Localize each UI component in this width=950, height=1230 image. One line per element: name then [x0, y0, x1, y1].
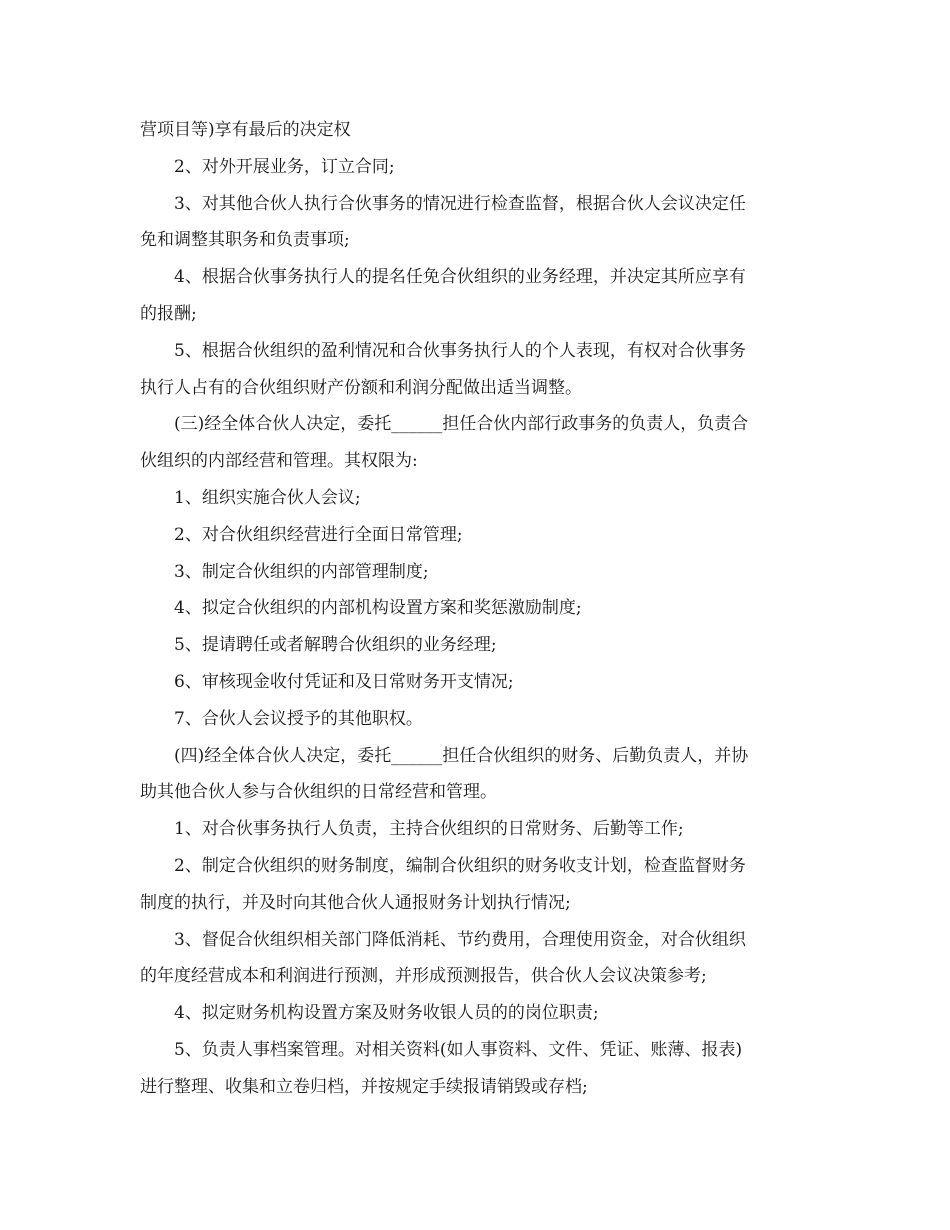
text-line: 制度的执行，并及时向其他合伙人通报财务计划执行情况; [140, 892, 571, 913]
text-line: 2、制定合伙组织的财务制度，编制合伙组织的财务收支计划，检查监督财务 [174, 855, 746, 876]
text-line: 4、拟定财务机构设置方案及财务收银人员的的岗位职责; [174, 1003, 599, 1024]
text-line: 3、对其他合伙人执行合伙事务的情况进行检查监督，根据合伙人会议决定任 [174, 193, 746, 214]
text-line: 5、负责人事档案管理。对相关资料(如人事资料、文件、凭证、账薄、报表) [174, 1039, 743, 1060]
text-line: 助其他合伙人参与合伙组织的日常经营和管理。 [140, 782, 497, 803]
text-line: 5、根据合伙组织的盈利情况和合伙事务执行人的个人表现，有权对合伙事务 [174, 340, 746, 361]
text-line: 1、组织实施合伙人会议; [174, 487, 361, 508]
text-line: 3、督促合伙组织相关部门降低消耗、节约费用，合理使用资金，对合伙组织 [174, 929, 746, 950]
text-line: 4、拟定合伙组织的内部机构设置方案和奖惩激励制度; [174, 598, 582, 619]
text-line: 1、对合伙事务执行人负责，主持合伙组织的日常财务、后勤等工作; [174, 819, 684, 840]
text-line: 2、对合伙组织经营进行全面日常管理; [174, 524, 463, 545]
section-heading-line: (三)经全体合伙人决定，委托______担任合伙内部行政事务的负责人，负责合 [174, 414, 749, 435]
text-line: 的年度经营成本和利润进行预测，并形成预测报告，供合伙人会议决策参考; [140, 966, 707, 987]
text-line: 免和调整其职务和负责事项; [140, 230, 350, 251]
text-line: 2、对外开展业务，订立合同; [174, 156, 395, 177]
text-line: 6、审核现金收付凭证和及日常财务开支情况; [174, 671, 514, 692]
text-line: 5、提请聘任或者解聘合伙组织的业务经理; [174, 635, 497, 656]
text-line: 的报酬; [140, 303, 197, 324]
section-heading-line: (四)经全体合伙人决定，委托______担任合伙组织的财务、后勤负责人，并协 [174, 745, 749, 766]
text-line: 7、合伙人会议授予的其他职权。 [174, 708, 423, 729]
document-body [140, 112, 812, 1106]
text-line: 执行人占有的合伙组织财产份额和利润分配做出适当调整。 [140, 377, 582, 398]
text-line: 伙组织的内部经营和管理。其权限为: [140, 451, 418, 472]
text-line: 营项目等)享有最后的决定权 [140, 120, 351, 140]
text-line: 进行整理、收集和立卷归档，并按规定手续报请销毁或存档; [140, 1076, 588, 1097]
text-line: 3、制定合伙组织的内部管理制度; [174, 561, 429, 582]
text-line: 4、根据合伙事务执行人的提名任免合伙组织的业务经理，并决定其所应享有 [174, 267, 746, 288]
